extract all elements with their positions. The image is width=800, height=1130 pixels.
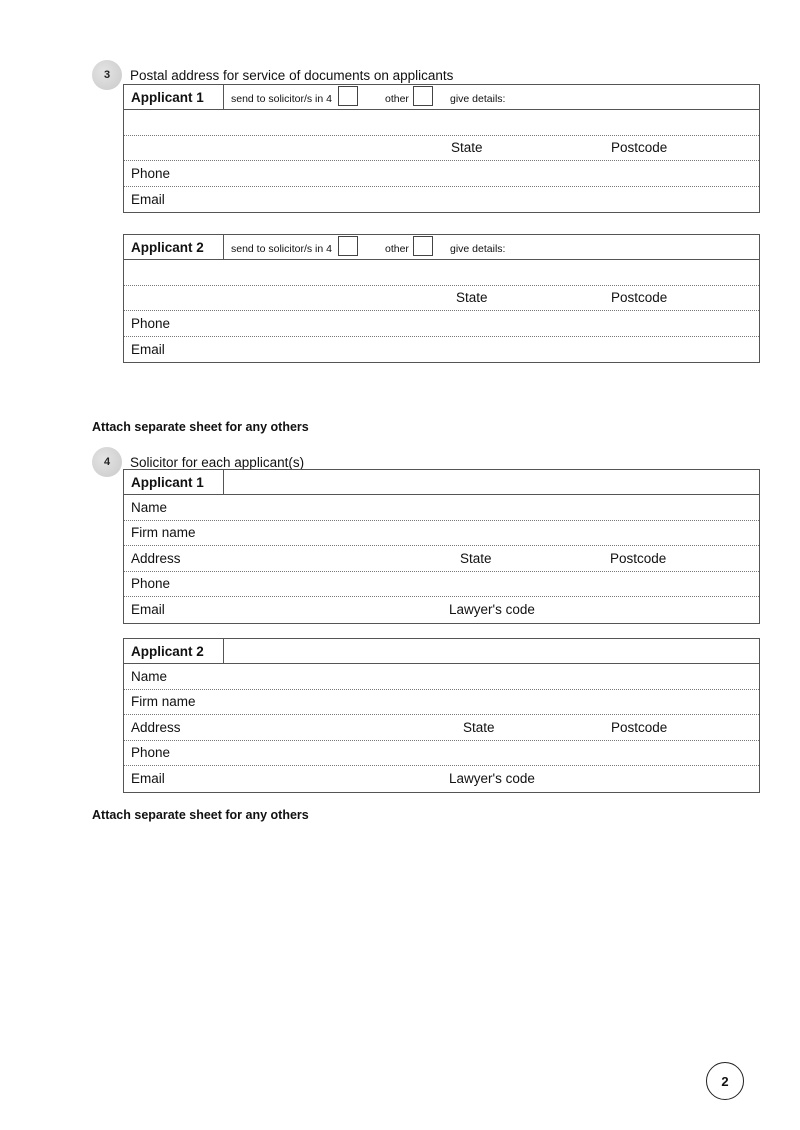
postcode-label: Postcode (611, 290, 668, 306)
name-label: Name (131, 668, 168, 684)
state-label: State (463, 719, 495, 735)
give-details-label: give details: (450, 93, 506, 105)
email-label: Email (131, 602, 165, 618)
state-label: State (460, 550, 492, 566)
email-field[interactable] (124, 187, 759, 213)
send-to-solicitor-label: send to solicitor/s in 4 (231, 93, 332, 105)
section-number-badge: 4 (92, 447, 122, 477)
lawyers-code-label: Lawyer's code (449, 602, 535, 618)
email-label: Email (131, 191, 165, 207)
lawyers-code-label: Lawyer's code (449, 771, 535, 787)
address-label: Address (131, 719, 181, 735)
section-number-badge: 3 (92, 60, 122, 90)
email-field[interactable] (124, 597, 759, 623)
attach-sheet-note: Attach separate sheet for any others (92, 808, 309, 822)
applicant-header-row (124, 235, 759, 260)
address-field[interactable] (124, 715, 759, 741)
phone-field[interactable] (124, 311, 759, 337)
address-label: Address (131, 550, 181, 566)
firm-name-field[interactable] (124, 690, 759, 716)
postal-address-applicant-1-box (123, 84, 760, 213)
send-to-solicitor-checkbox[interactable] (338, 86, 358, 106)
phone-label: Phone (131, 165, 171, 181)
state-postcode-row[interactable] (124, 136, 759, 162)
firm-name-field[interactable] (124, 521, 759, 547)
attach-sheet-note: Attach separate sheet for any others (92, 420, 309, 434)
state-postcode-row[interactable] (124, 286, 759, 312)
email-field[interactable] (124, 766, 759, 792)
phone-field[interactable] (124, 741, 759, 767)
name-field[interactable] (124, 664, 759, 690)
solicitor-applicant-2-box (123, 638, 760, 793)
postal-address-applicant-2-box (123, 234, 760, 363)
email-field[interactable] (124, 337, 759, 363)
phone-label: Phone (131, 576, 171, 592)
address-field[interactable] (124, 546, 759, 572)
postcode-label: Postcode (611, 719, 668, 735)
applicant-label: Applicant 1 (124, 470, 224, 494)
solicitor-applicant-1-box (123, 469, 760, 624)
applicant-header-row (124, 470, 759, 495)
firm-name-label: Firm name (131, 694, 196, 710)
other-label: other (385, 93, 409, 105)
name-label: Name (131, 499, 168, 515)
applicant-header-row (124, 85, 759, 110)
give-details-label: give details: (450, 243, 506, 255)
state-label: State (451, 140, 483, 156)
phone-label: Phone (131, 745, 171, 761)
phone-label: Phone (131, 315, 171, 331)
state-label: State (456, 290, 488, 306)
phone-field[interactable] (124, 572, 759, 598)
section-title: Solicitor for each applicant(s) (130, 454, 305, 470)
applicant-label: Applicant 2 (124, 639, 224, 663)
email-label: Email (131, 771, 165, 787)
postcode-label: Postcode (610, 550, 667, 566)
applicant-label: Applicant 2 (124, 235, 224, 259)
send-to-solicitor-checkbox[interactable] (338, 236, 358, 256)
postcode-label: Postcode (611, 140, 668, 156)
other-checkbox[interactable] (413, 86, 433, 106)
name-field[interactable] (124, 495, 759, 521)
applicant-label: Applicant 1 (124, 85, 224, 109)
page-number: 2 (706, 1062, 744, 1100)
section-title: Postal address for service of documents on applicants (130, 67, 454, 83)
send-to-solicitor-label: send to solicitor/s in 4 (231, 243, 332, 255)
phone-field[interactable] (124, 161, 759, 187)
applicant-header-row (124, 639, 759, 664)
other-checkbox[interactable] (413, 236, 433, 256)
other-label: other (385, 243, 409, 255)
email-label: Email (131, 341, 165, 357)
address-line-field[interactable] (124, 110, 759, 136)
address-line-field[interactable] (124, 260, 759, 286)
firm-name-label: Firm name (131, 525, 196, 541)
